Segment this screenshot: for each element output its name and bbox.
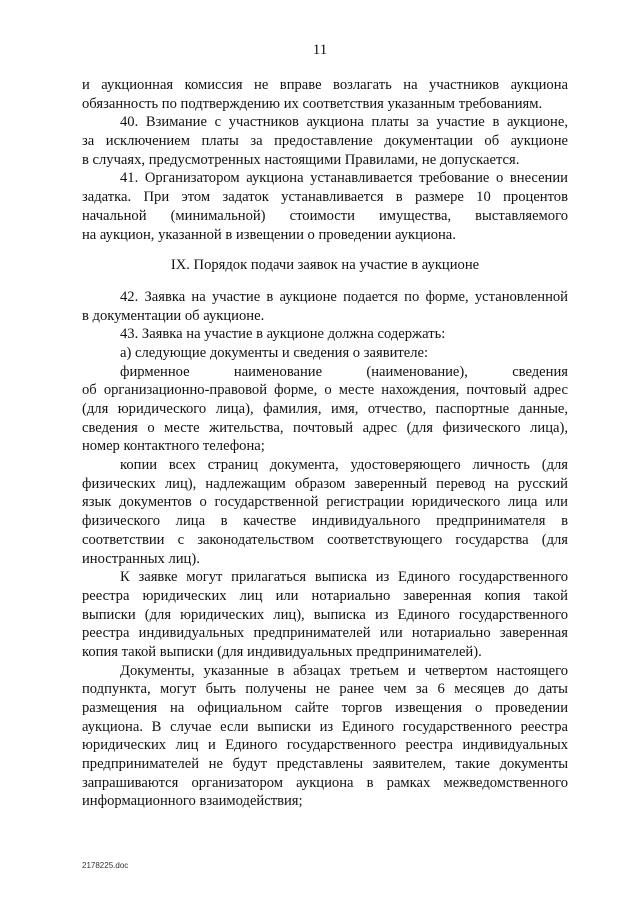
text-line: и аукционная комиссия не вправе возлагать на участников аукциона [82,77,568,93]
paragraph-documents [82,662,568,812]
text-line: физических лиц), надлежащим образом заверенный перевод на русский [82,475,568,492]
document-body [82,76,568,811]
text-line: запрашиваются организатором аукциона в рамках межведомственного [82,774,568,791]
text-line: информационного взаимодействия; [82,793,303,810]
paragraph-copies [82,456,568,568]
text-line: физического лица в качестве индивидуального предпринимателя в [82,513,568,530]
text-line: копия такой выписки (для индивидуальных предпринимателей). [82,643,482,660]
text-line: (для юридического лица), фамилия, имя, отчество, паспортные данные, [82,401,568,418]
text-line: а) следующие документы и сведения о заявителе: [120,344,429,361]
text-line: реестра юридических лиц или нотариально заверенная копия такой [82,587,568,604]
page-number: 11 [312,42,328,58]
text-line: язык документов о государственной регистрации юридического лица или [82,494,568,511]
text-line: 43. Заявка на участие в аукционе должна содержать: [120,326,446,343]
text-line: в документации об аукционе. [82,307,265,324]
text-line: за исключением платы за предоставление документации об аукционе [82,133,568,150]
text-line: К заявке могут прилагаться выписка из Единого государственного [120,569,568,586]
text-line: подпункта, могут быть получены не ранее чем за 6 месяцев до даты [82,681,568,698]
text-line: копии всех страниц документа, удостоверяющего личность (для [120,457,568,474]
paragraph-41 [82,169,568,244]
text-line: обязанность по подтверждению их соответствия указанным требованиям. [82,95,543,112]
text-line: в случаях, предусмотренных настоящими Правилами, не допускается. [82,151,520,168]
text-line: на аукцион, указанной в извещении о проведении аукциона. [82,226,456,243]
file-name-footer: 2178225.doc [82,861,129,870]
text-line: 40. Взимание с участников аукциона платы за участие в аукционе, [120,114,568,131]
text-line: размещения на официальном сайте торгов извещения о проведении [82,700,568,717]
paragraph-a [82,344,568,363]
paragraph-extract [82,568,568,661]
text-line: выписки (для юридических лиц), выписка из Единого государственного [82,606,568,623]
paragraph-43 [82,325,568,344]
text-line: предпринимателей не будут представлены заявителем, такие документы [82,756,568,773]
paragraph-42 [82,288,568,325]
text-line: юридических лиц и Единого государственного реестра индивидуальных [82,737,568,754]
paragraph-continuation [82,76,568,113]
text-line: соответствии с законодательством соответствующего государства (для [82,531,568,548]
text-line: номер контактного телефона; [82,438,265,455]
section-heading: IX. Порядок подачи заявок на участие в аукционе [170,257,480,274]
text-line: аукциона. В случае если выписки из Единого государственного реестра [82,718,568,735]
text-line: Документы, указанные в абзацах третьем и четвертом настоящего [120,662,568,679]
text-line: об организационно-правовой форме, о месте нахождения, почтовый адрес [82,382,568,399]
text-line: сведения о месте жительства, почтовый адрес (для физического лица), [82,419,568,436]
text-line: начальной (минимальной) стоимости имущества, выставляемого [82,207,568,224]
paragraph-40 [82,113,568,169]
paragraph-firm-name [82,363,568,456]
text-line: 41. Организатором аукциона устанавливается требование о внесении [120,170,568,187]
text-line: реестра индивидуальных предпринимателей или нотариально заверенная [82,625,568,642]
text-line: задатка. При этом задаток устанавливается в размере 10 процентов [82,189,568,206]
text-line: иностранных лиц). [82,550,200,567]
text-line: фирменное наименование (наименование), сведения [120,363,568,380]
text-line: 42. Заявка на участие в аукционе подается по форме, установленной [120,288,568,305]
